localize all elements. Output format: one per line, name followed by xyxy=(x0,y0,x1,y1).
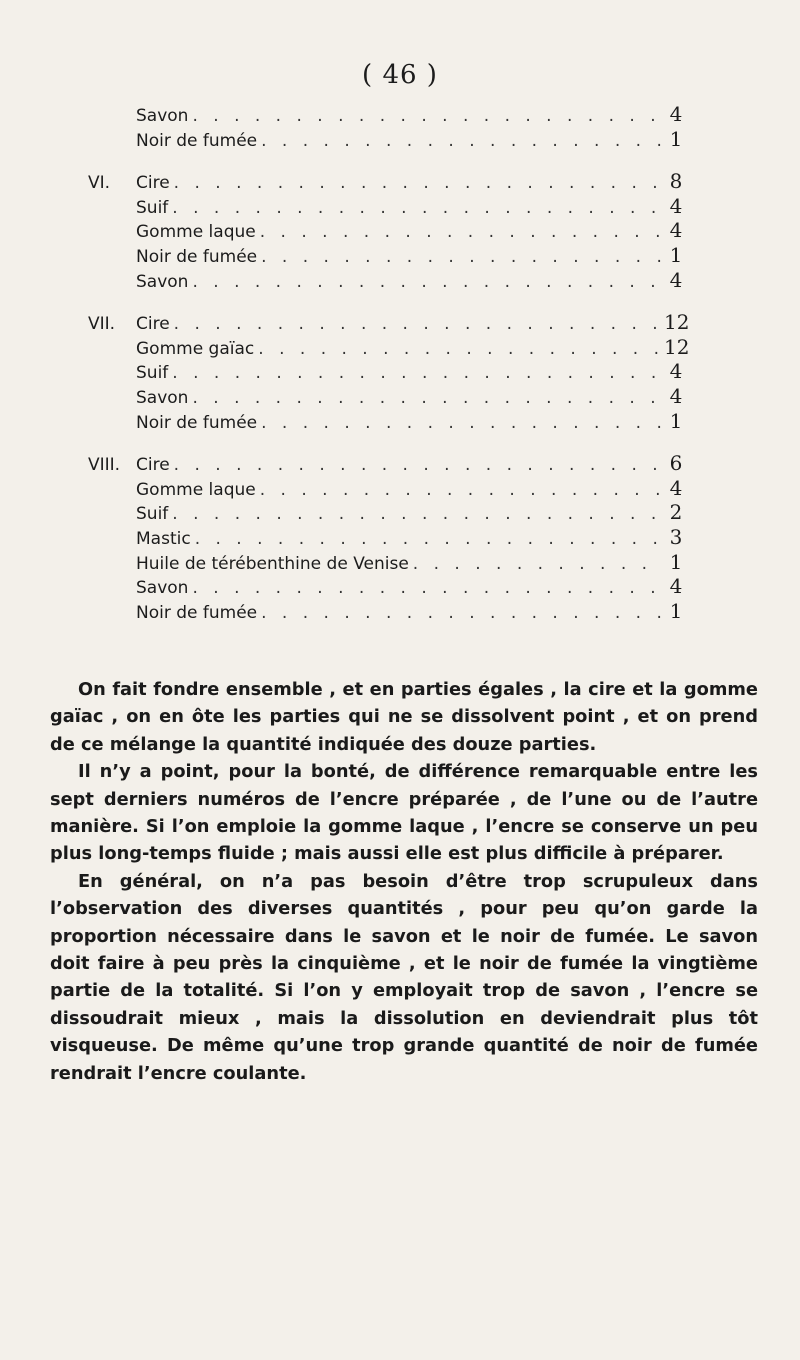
ingredient-name: Noir de fumée xyxy=(136,602,258,623)
ingredient-row xyxy=(88,500,688,525)
ingredient-name: Huile de térébenthine de Venise xyxy=(136,553,409,574)
ingredient-quantity: 4 xyxy=(669,218,683,243)
ingredient-quantity: 2 xyxy=(669,500,683,525)
ingredient-quantity: 12 xyxy=(664,310,690,335)
dot-leader xyxy=(174,171,664,196)
dot-leader xyxy=(258,337,664,362)
ingredient-row xyxy=(88,409,688,434)
ingredient-name: Noir de fumée xyxy=(136,412,258,433)
dot-leader xyxy=(172,196,664,221)
ingredient-row xyxy=(88,243,688,268)
ingredient-quantity: 8 xyxy=(669,169,683,194)
ingredient-row xyxy=(88,451,688,476)
ingredient-quantity: 6 xyxy=(669,451,683,476)
recipe-numeral: VIII. xyxy=(88,455,121,476)
dot-leader xyxy=(260,478,664,503)
ingredient-row xyxy=(88,310,688,335)
recipe-numeral: VII. xyxy=(88,314,116,335)
ingredient-row xyxy=(88,359,688,384)
ingredient-row xyxy=(88,550,688,575)
ingredient-row xyxy=(88,574,688,599)
ingredient-quantity: 4 xyxy=(669,267,683,292)
ingredient-name: Savon xyxy=(136,578,189,599)
dot-leader xyxy=(261,411,664,436)
dot-leader xyxy=(172,361,664,386)
ingredient-name: Gomme laque xyxy=(136,222,256,243)
ingredient-row xyxy=(88,268,688,293)
ingredient-name: Suif xyxy=(136,504,169,525)
dot-leader xyxy=(192,576,664,601)
paragraph: Il n’y a point, pour la bonté, de différence remarquable entre les sept derniers numéros de l’encre préparée , de l’une ou de l’autre manière. Si l’on emploie la gomme laque , l’encre se conserve un peu plus long-temps fluide ; mais aussi elle est plus difficile à préparer. xyxy=(50,761,758,865)
ingredient-quantity: 1 xyxy=(669,126,683,151)
ingredient-quantity: 4 xyxy=(669,574,683,599)
ingredient-name: Cire xyxy=(136,314,170,335)
page-number: ( 46 ) xyxy=(362,60,438,90)
ingredient-row xyxy=(88,525,688,550)
ingredient-row xyxy=(88,169,688,194)
recipe-group xyxy=(88,102,688,151)
dot-leader xyxy=(261,245,664,270)
dot-leader xyxy=(192,104,664,129)
ingredient-name: Suif xyxy=(136,197,169,218)
dot-leader xyxy=(174,453,664,478)
ingredient-row xyxy=(88,127,688,152)
recipe-group xyxy=(88,169,688,292)
ingredient-name: Suif xyxy=(136,363,169,384)
ingredient-quantity: 1 xyxy=(669,242,683,267)
body-text xyxy=(50,676,758,1087)
dot-leader xyxy=(195,527,664,552)
dot-leader xyxy=(261,601,664,626)
ingredient-name: Savon xyxy=(136,387,189,408)
ingredient-row xyxy=(88,335,688,360)
ingredient-quantity: 1 xyxy=(669,598,683,623)
ingredient-quantity: 3 xyxy=(669,524,683,549)
ingredient-quantity: 4 xyxy=(669,359,683,384)
dot-leader xyxy=(261,129,664,154)
dot-leader xyxy=(192,386,664,411)
ingredient-name: Cire xyxy=(136,173,170,194)
ingredient-name: Noir de fumée xyxy=(136,246,258,267)
recipe-numeral: VI. xyxy=(88,173,111,194)
ingredient-name: Noir de fumée xyxy=(136,130,258,151)
ingredient-name: Mastic xyxy=(136,528,191,549)
dot-leader xyxy=(192,270,664,295)
ingredient-quantity: 4 xyxy=(669,193,683,218)
ingredient-quantity: 12 xyxy=(664,334,690,359)
ingredient-row xyxy=(88,102,688,127)
paragraph: On fait fondre ensemble , et en parties égales , la cire et la gomme gaïac , on en ôte les parties qui ne se dissolvent point , et on prend de ce mélange la quantité indiquée des douze parties. xyxy=(50,679,758,755)
ingredient-row xyxy=(88,218,688,243)
recipe-list xyxy=(88,102,688,641)
dot-leader xyxy=(413,552,664,577)
ingredient-name: Cire xyxy=(136,455,170,476)
recipe-group xyxy=(88,451,688,623)
ingredient-quantity: 4 xyxy=(669,475,683,500)
ingredient-quantity: 4 xyxy=(669,102,683,126)
ingredient-name: Gomme laque xyxy=(136,479,256,500)
ingredient-row xyxy=(88,194,688,219)
ingredient-quantity: 1 xyxy=(669,549,683,574)
ingredient-quantity: 4 xyxy=(669,383,683,408)
dot-leader xyxy=(260,220,664,245)
ingredient-name: Savon xyxy=(136,271,189,292)
dot-leader xyxy=(174,312,664,337)
ingredient-row xyxy=(88,384,688,409)
paragraph: En général, on n’a pas besoin d’être trop scrupuleux dans l’observation des diverses quantités , pour peu qu’on garde la proportion nécessaire dans le savon et le noir de fumée. Le savon doit faire à peu près la cinquième , et le noir de fumée la vingtième partie de la totalité. Si l’on y employait trop de savon , l’encre se dissoudrait mieux , mais la dissolution en deviendrait plus tôt visqueuse. De même qu’une trop grande quantité de noir de fumée rendrait l’encre coulante. xyxy=(50,870,758,1084)
ingredient-name: Gomme gaïac xyxy=(136,338,255,359)
ingredient-name: Savon xyxy=(136,106,189,126)
recipe-group xyxy=(88,310,688,433)
dot-leader xyxy=(172,502,664,527)
ingredient-quantity: 1 xyxy=(669,408,683,433)
ingredient-row xyxy=(88,599,688,624)
ingredient-row xyxy=(88,476,688,501)
